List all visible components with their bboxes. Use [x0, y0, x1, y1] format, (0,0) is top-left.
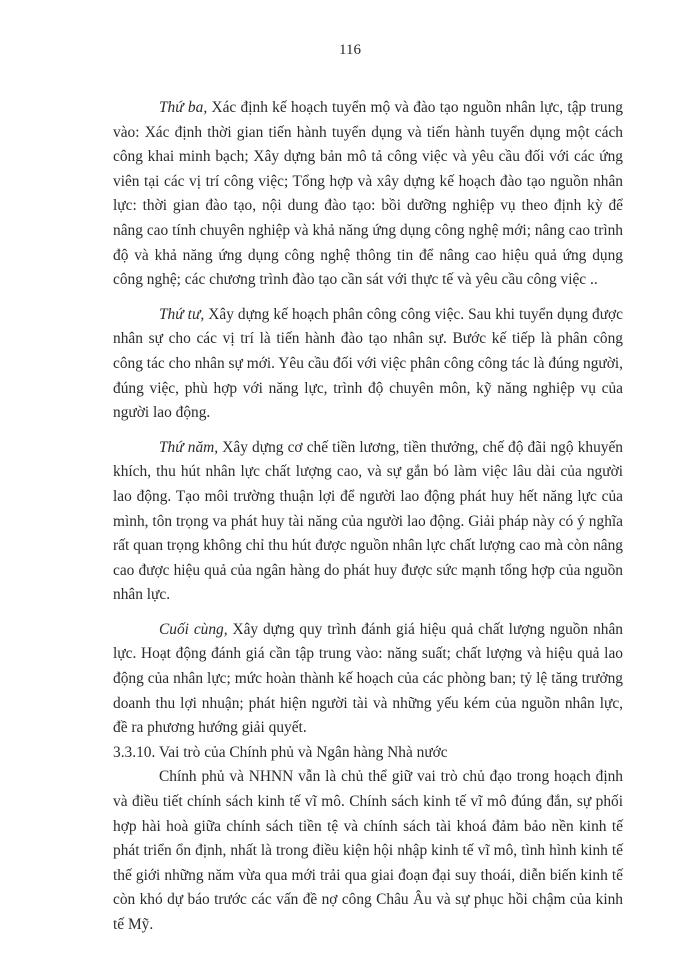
- paragraph-text: Xây dựng cơ chế tiền lương, tiền thưởng, chế độ đãi ngộ khuyến khích, thu hút nhân lực chất lượng cao, và sự gắn bó làm việc lâu dài của người lao động. Tạo môi trường thuận lợi để người lao động phát huy hết năng lực của mình, tôn trọng va phát huy tài năng của người lao động. Giải pháp này có ý nghĩa rất quan trọng không chỉ thu hút được nguồn nhân lực chất lượng cao mà còn nâng cao được hiệu quả của ngân hàng do phát huy được sức mạnh tổng hợp của nguồn nhân lực.: [113, 438, 623, 604]
- section-heading: 3.3.10. Vai trò của Chính phủ và Ngân hàng Nhà nước: [113, 743, 448, 761]
- section-body: Chính phủ và NHNN vẫn là chủ thể giữ vai trò chủ đạo trong hoạch định và điều tiết chính sách kinh tế vĩ mô. Chính sách kinh tế vĩ mô đúng đắn, sự phối hợp hài hoà giữa chính sách tiền tệ và chính sách tài khoá đảm bảo nền kinh tế phát triển ổn định, nhất là trong điều kiện hội nhập kinh tế vĩ mô, tình hình kinh tế thế giới những năm vừa qua mới trải qua giai đoạn đại suy thoái, diễn biến kinh tế còn khó dự báo trước các vấn đề nợ công Châu Âu và sự phục hồi chậm của kinh tế Mỹ.: [113, 768, 623, 933]
- paragraph-lead: Thứ ba,: [159, 99, 208, 116]
- paragraph-thu-tu: [113, 303, 623, 426]
- page-number: 116: [339, 42, 361, 58]
- paragraph-lead: Thứ năm,: [159, 438, 219, 456]
- body-text: [113, 96, 623, 938]
- paragraph-text: Xây dựng quy trình đánh giá hiệu quả chất lượng nguồn nhân lực. Hoạt động đánh giá cần tập trung vào: năng suất; chất lượng và hiệu quả lao động của nhân lực; mức hoàn thành kế hoạch của các phòng ban; tỷ lệ tăng trưởng doanh thu lợi nhuận; phát hiện người tài và những yếu kém của nguồn nhân lực, đề ra phương hướng giải quyết.: [113, 620, 623, 737]
- paragraph-lead: Thứ tư,: [159, 305, 205, 323]
- paragraph-text: Xây dựng kế hoạch phân công công việc. Sau khi tuyển dụng được nhân sự cho các vị trí là tiến hành đào tạo nhân sự. Bước kế tiếp là phân công công tác cho nhân sự mới. Yêu cầu đối với việc phân công công tác là đúng người, đúng việc, phù hợp với năng lực, trình độ chuyên môn, kỹ năng nghiệp vụ của người lao động.: [113, 305, 623, 422]
- paragraph-lead: Cuối cùng,: [159, 620, 228, 638]
- paragraph-thu-nam: [113, 436, 623, 608]
- paragraph-thu-ba: [113, 96, 623, 293]
- paragraph-cuoi-cung: [113, 618, 623, 741]
- paragraph-text: Xác định kế hoạch tuyển mộ và đào tạo nguồn nhân lực, tập trung vào: Xác định thời gian tiến hành tuyển dụng và tiến hành tuyển dụng một cách công khai minh bạch; Xây dựng bản mô tả công việc và yêu cầu đối với các ứng viên tại các vị trí công việc; Tổng hợp và xây dựng kế hoạch đào tạo nguồn nhân lực: thời gian đào tạo, nội dung đào tạo: bồi dưỡng nghiệp vụ theo định kỳ để nâng cao tính chuyên nghiệp và khả năng ứng dụng công nghệ mới; nâng cao trình độ và khả năng ứng dụng công nghệ thông tin để nâng cao hiệu quả ứng dụng công nghệ; các chương trình đào tạo cần sát với thực tế và yêu cầu công việc ..: [113, 99, 623, 289]
